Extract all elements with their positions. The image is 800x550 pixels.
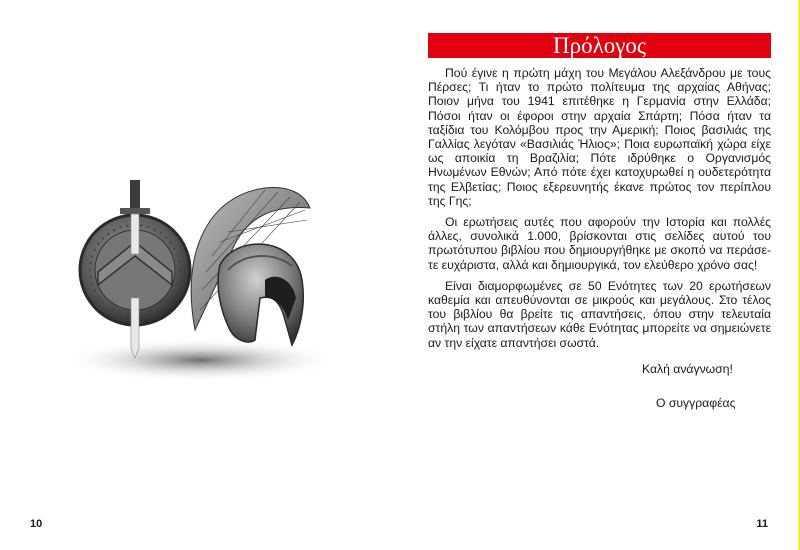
- paragraph: Οι ερωτήσεις αυτές που αφορούν την Ιστορία και πολλές άλλες, συνολικά 1.000, βρίσκονται στις σελίδες αυτού του πρωτότυπου βιβλίου που δημιουργήθηκε με σκοπό να περάσετε ευχάριστα, αλλά και δημιουργικά, τον ελεύθερο χρόνο σας!: [428, 215, 771, 272]
- shadow: [60, 338, 340, 382]
- prologue-body: [428, 66, 771, 357]
- closing-greeting: Καλή ανάγνωση!: [642, 362, 733, 376]
- sword-hilt: [130, 180, 140, 208]
- page-number-left: 10: [30, 518, 43, 530]
- paragraph: Πού έγινε η πρώτη μάχη του Μεγάλου Αλεξάνδρου με τους Πέρσες; Τι ήταν το πρώτο πολίτευμα της αρχαίας Αθήνας; Ποιον μήνα του 1941 επιτέθηκε η Γερμανία στην Ελλάδα; Πόσοι ήταν οι έφοροι στην αρχαία Σπάρτη; Πόσα ήταν τα ταξίδια του Κολόμβου προς την Αμερική; Ποιος βασιλιάς της Γαλλίας λεγόταν «Βασιλιάς Ήλιος»; Ποια ευρωπαϊκή χώρα είχε ως αποικία τη Βραζιλία; Πότε ιδρύθηκε ο Οργανισμός Ηνωμένων Εθνών; Από πότε έχει κατοχυρωθεί η ουδετερότητα της Ελβετίας; Ποιος εξερευνητής έκανε πρώτος τον περίπλου της Γης;: [428, 66, 771, 208]
- illustration-shield-sword-helmet: [60, 180, 400, 400]
- author-signature: Ο συγγραφέας: [656, 396, 736, 410]
- paragraph: Είναι διαμορφωμένες σε 50 Ενότητες των 20 ερωτήσεων καθεμία και απευθύνονται σε μικρούς και μεγάλους. Στο τέλος του βιβλίου θα βρείτε τις απαντήσεις, όπου στην τελευταία στήλη των απαντήσεων κάθε Ενότητας μπορείτε να σημειώνετε αν την είχατε απαντήσει σωστά.: [428, 278, 771, 350]
- page-number-right: 11: [756, 518, 768, 530]
- right-page: [400, 0, 800, 550]
- sword-blade: [131, 214, 139, 254]
- page-title: Πρόλογος: [428, 33, 771, 58]
